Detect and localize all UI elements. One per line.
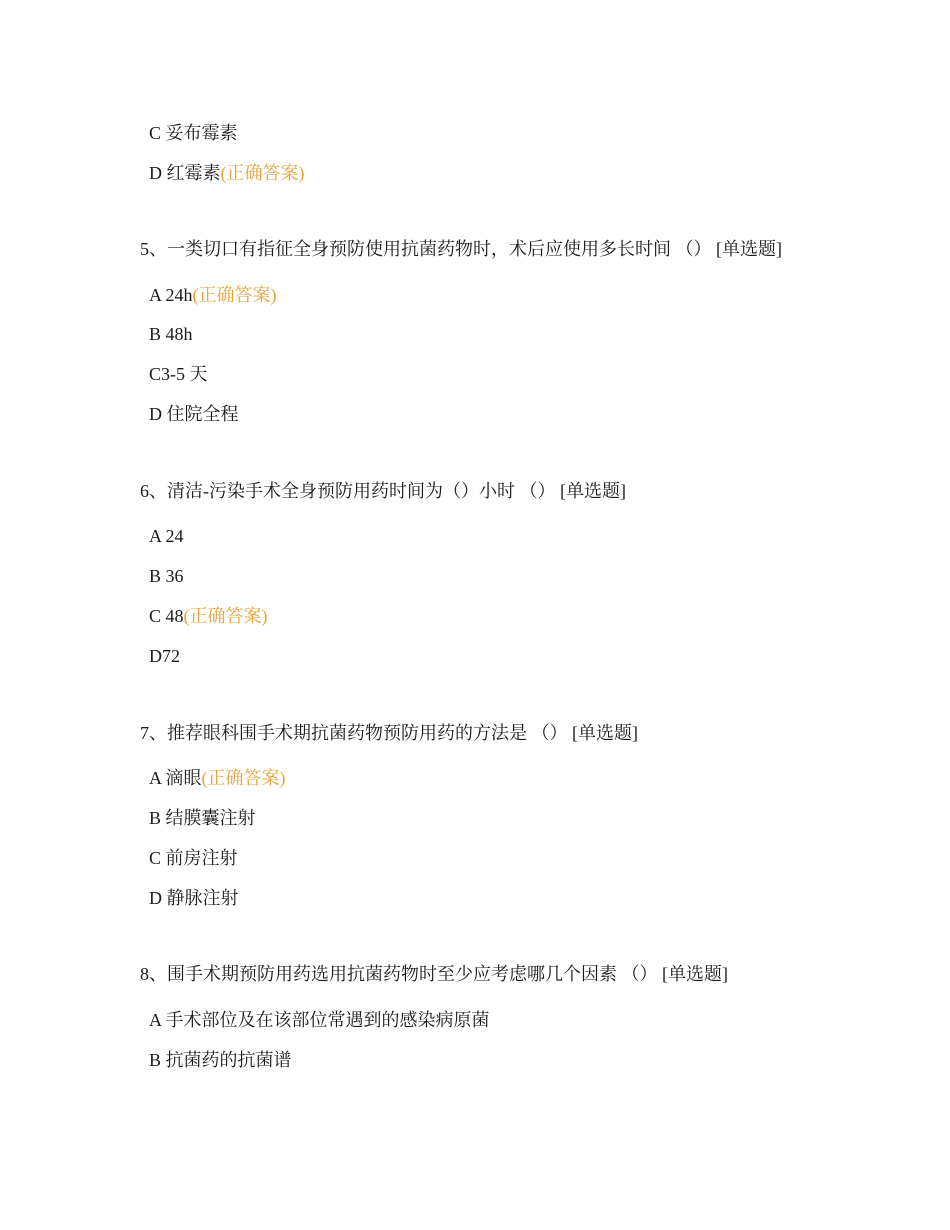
option-8b [149,1048,292,1072]
option-5b [149,322,193,346]
question-5: 5、一类切口有指征全身预防使用抗菌药物时，术后应使用多长时间 （） [单选题] [140,239,782,259]
option-7c [149,846,238,870]
option-text: C 48 [149,606,184,626]
option-7b [149,806,256,830]
option-text: C 妥布霉素 [149,123,238,143]
option-6a [149,524,184,548]
option-text: B 结膜囊注射 [149,808,256,828]
correct-answer-mark: (正确答案) [220,163,305,183]
option-text: D72 [149,646,180,666]
option-text: D 住院全程 [149,404,239,424]
option-text: D 静脉注射 [149,888,239,908]
option-8a [149,1008,490,1032]
option-6d [149,644,180,668]
option-4c [149,121,238,145]
option-7a [149,766,286,790]
correct-answer-mark: (正确答案) [192,285,277,305]
option-text: A 手术部位及在该部位常遇到的感染病原菌 [149,1010,490,1030]
question-7: 7、推荐眼科围手术期抗菌药物预防用药的方法是 （） [单选题] [140,723,638,743]
option-7d [149,886,239,910]
option-text: A 滴眼 [149,768,202,788]
option-5d [149,402,239,426]
correct-answer-mark: (正确答案) [183,606,268,626]
option-5a [149,283,277,307]
option-text: B 48h [149,324,193,344]
option-text: B 36 [149,566,184,586]
option-text: C 前房注射 [149,848,238,868]
option-4d [149,161,305,185]
question-6: 6、清洁-污染手术全身预防用药时间为（）小时 （） [单选题] [140,481,626,501]
option-5c [149,362,208,386]
option-text: B 抗菌药的抗菌谱 [149,1050,292,1070]
option-text: C3-5 天 [149,364,208,384]
option-6c [149,604,268,628]
option-text: A 24 [149,526,184,546]
question-8: 8、围手术期预防用药选用抗菌药物时至少应考虑哪几个因素 （） [单选题] [140,964,728,984]
option-text: D 红霉素 [149,163,221,183]
option-6b [149,564,184,588]
option-text: A 24h [149,285,193,305]
correct-answer-mark: (正确答案) [201,768,286,788]
